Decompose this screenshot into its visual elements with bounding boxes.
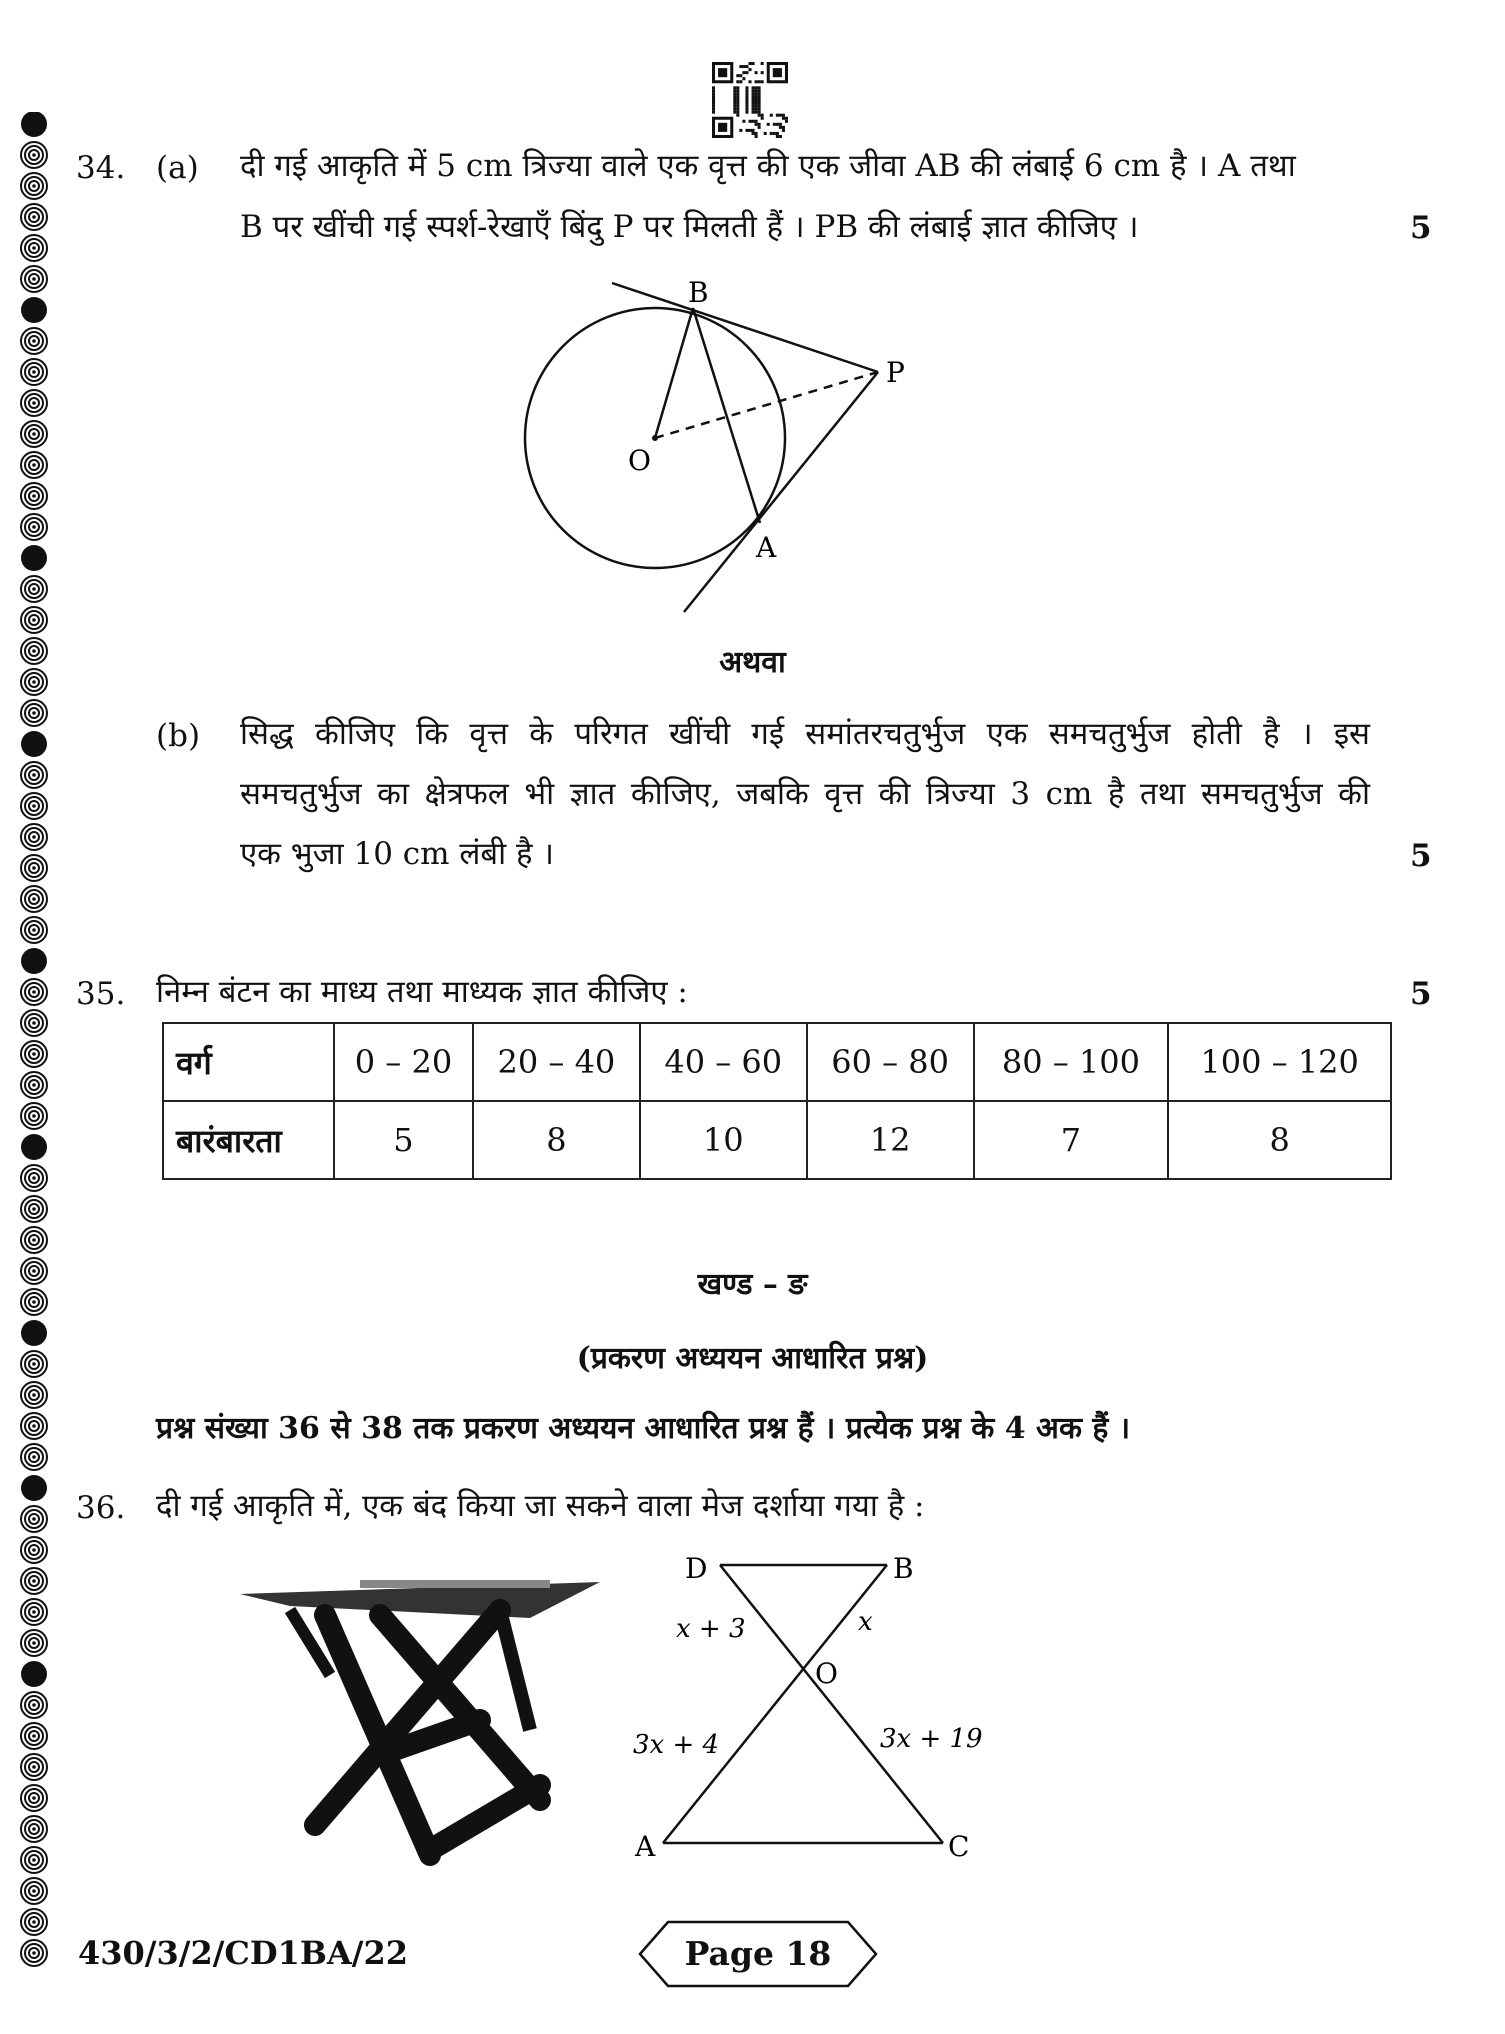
folding-table-image <box>230 1560 610 1870</box>
segment-dc <box>720 1565 943 1843</box>
table-header-frequency: बारंबारता <box>163 1101 334 1179</box>
label-ob: x <box>858 1607 873 1637</box>
or-separator: अथवा <box>719 645 786 680</box>
table-cell: 8 <box>473 1101 640 1179</box>
table-row-classes <box>163 1023 1391 1101</box>
tangent-circle-figure <box>480 270 940 630</box>
margin-rings-decoration <box>14 112 54 1972</box>
center-dot <box>652 435 658 441</box>
q34-b-line1: सिद्ध कीजिए कि वृत्त के परिगत खींची गई समांतरचतुर्भुज एक समचतुर्भुज होती है । इस <box>240 716 1370 752</box>
label-o: O <box>628 444 651 477</box>
table-geometry-figure <box>620 1548 1000 1868</box>
label-do: x + 3 <box>676 1614 746 1644</box>
label-c: C <box>948 1830 970 1863</box>
section-subtitle: (प्रकरण अध्ययन आधारित प्रश्न) <box>576 1341 929 1376</box>
table-cell: 12 <box>807 1101 974 1179</box>
distribution-table <box>162 1022 1392 1180</box>
table-cell: 10 <box>640 1101 807 1179</box>
q34-a-line2: B पर खींची गई स्पर्श-रेखाएँ बिंदु P पर मिलती हैं । PB की लंबाई ज्ञात कीजिए । <box>240 209 1139 245</box>
table-cell: 100 – 120 <box>1168 1023 1391 1101</box>
section-instruction: प्रश्न संख्या 36 से 38 तक प्रकरण अध्ययन आधारित प्रश्न हैं । प्रत्येक प्रश्न के 4 अक हैं । <box>156 1411 1131 1446</box>
paper-code: 430/3/2/CD1BA/22 <box>78 1934 408 1972</box>
table-cell: 7 <box>974 1101 1169 1179</box>
chord-ab <box>693 308 760 523</box>
q34-b-label: (b) <box>156 718 201 754</box>
radius-ob <box>655 308 693 438</box>
label-o: O <box>815 1657 838 1690</box>
line-op-dashed <box>655 372 878 438</box>
label-a: A <box>756 531 777 564</box>
tangent-line-pb <box>612 283 878 372</box>
q34-a-label: (a) <box>156 150 199 186</box>
label-a: A <box>635 1830 656 1863</box>
table-cell: 0 – 20 <box>334 1023 473 1101</box>
q34-b-line3: एक भुजा 10 cm लंबी है । <box>240 836 555 872</box>
label-b: B <box>688 276 709 309</box>
qr-code-icon <box>712 62 788 138</box>
table-cell: 80 – 100 <box>974 1023 1169 1101</box>
label-oc: 3x + 19 <box>880 1724 983 1754</box>
q35-text: निम्न बंटन का माध्य तथा माध्यक ज्ञात कीजिए : <box>156 974 688 1010</box>
page-number: Page 18 <box>684 1934 832 1973</box>
q35-marks: 5 <box>1410 976 1432 1012</box>
page-number-badge <box>638 1920 878 1988</box>
table-cell: 8 <box>1168 1101 1391 1179</box>
label-b: B <box>893 1552 914 1585</box>
table-cell: 20 – 40 <box>473 1023 640 1101</box>
q34-number: 34. <box>76 150 126 186</box>
section-title: खण्ड – ङ <box>697 1267 808 1302</box>
table-row-frequencies <box>163 1101 1391 1179</box>
q36-text: दी गई आकृति में, एक बंद किया जा सकने वाला मेज दर्शाया गया है : <box>156 1488 925 1524</box>
label-p: P <box>886 356 905 389</box>
q34-a-marks: 5 <box>1410 210 1432 246</box>
q34-a-line1: दी गई आकृति में 5 cm त्रिज्या वाले एक वृत्त की एक जीवा AB की लंबाई 6 cm है । A तथा <box>240 148 1296 184</box>
label-d: D <box>685 1552 708 1585</box>
q36-number: 36. <box>76 1490 126 1526</box>
segment-ba <box>663 1565 887 1843</box>
table-cell: 40 – 60 <box>640 1023 807 1101</box>
q35-number: 35. <box>76 976 126 1012</box>
table-cell: 5 <box>334 1101 473 1179</box>
label-ao: 3x + 4 <box>633 1730 720 1760</box>
table-header-class: वर्ग <box>163 1023 334 1101</box>
table-cell: 60 – 80 <box>807 1023 974 1101</box>
q34-b-line2: समचतुर्भुज का क्षेत्रफल भी ज्ञात कीजिए, जबकि वृत्त की त्रिज्या 3 cm है तथा समचतुर्भुज की <box>240 776 1370 812</box>
q34-b-marks: 5 <box>1410 838 1432 874</box>
